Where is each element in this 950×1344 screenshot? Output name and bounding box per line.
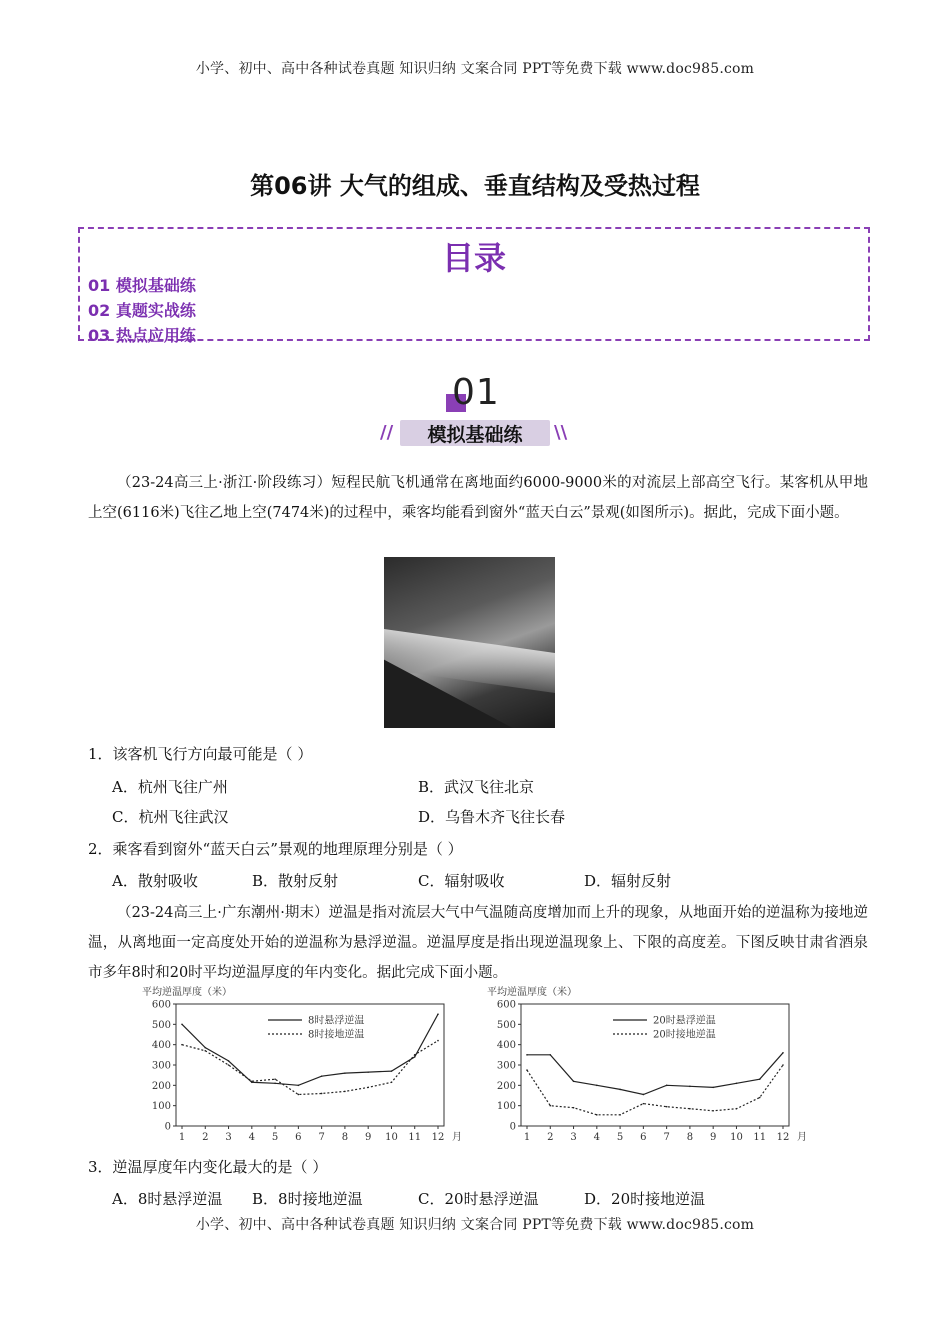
document-title: 第06讲 大气的组成、垂直结构及受热过程 [250, 172, 700, 200]
legend-label-1: 20时悬浮逆温 [653, 1015, 716, 1027]
x-tick-label: 4 [593, 1132, 601, 1143]
x-tick-label: 4 [248, 1132, 256, 1143]
toc-item-3[interactable]: 03 热点应用练 [88, 326, 196, 345]
data-point [736, 1083, 738, 1085]
data-point [298, 1094, 300, 1096]
chart-8am-inversion [140, 984, 470, 1144]
data-point [689, 1108, 691, 1110]
y-tick-label: 600 [496, 999, 516, 1011]
y-tick-label: 0 [164, 1121, 171, 1133]
data-point [712, 1110, 714, 1112]
data-point [321, 1075, 323, 1077]
x-tick-label: 5 [271, 1132, 279, 1143]
badge-slash-right: \\ [554, 422, 568, 443]
y-tick-label: 600 [151, 999, 171, 1011]
x-tick-label: 9 [709, 1132, 717, 1143]
data-point [759, 1078, 761, 1080]
data-point [643, 1094, 645, 1096]
table-of-contents [78, 227, 870, 345]
q1-option-c[interactable]: C．杭州飞往武汉 [112, 808, 229, 826]
x-tick-label: 7 [318, 1132, 325, 1143]
data-point [321, 1093, 323, 1095]
data-point [526, 1069, 528, 1071]
y-tick-label: 300 [151, 1060, 171, 1072]
data-point [204, 1047, 206, 1049]
data-point [181, 1024, 183, 1026]
x-tick-label: 5 [616, 1132, 624, 1143]
data-point [414, 1054, 416, 1056]
q3-option-c[interactable]: C．20时悬浮逆温 [418, 1190, 539, 1208]
x-tick-label: 12 [431, 1132, 445, 1143]
y-tick-label: 200 [496, 1080, 516, 1092]
data-point [367, 1087, 369, 1089]
y-axis-label: 平均逆温厚度（米） [487, 987, 577, 998]
data-point [666, 1085, 668, 1087]
page-header: 小学、初中、高中各种试卷真题 知识归纳 文案合同 PPT等免费下载 www.doc985.com [195, 61, 755, 77]
x-tick-label: 12 [776, 1132, 790, 1143]
question-3-stem: 3．逆温厚度年内变化最大的是（ ） [88, 1158, 328, 1176]
y-tick-label: 200 [151, 1080, 171, 1092]
q2-option-c[interactable]: C．辐射吸收 [418, 872, 505, 890]
data-point [619, 1114, 621, 1116]
data-point [526, 1054, 528, 1056]
q3-option-a[interactable]: A．8时悬浮逆温 [112, 1190, 223, 1208]
y-tick-label: 500 [496, 1019, 516, 1031]
x-tick-label: 2 [547, 1132, 554, 1143]
series-line-1 [527, 1053, 783, 1095]
q1-option-a[interactable]: A．杭州飞往广州 [112, 778, 228, 796]
q3-option-d[interactable]: D．20时接地逆温 [584, 1190, 706, 1208]
data-point [228, 1060, 230, 1062]
data-point [391, 1081, 393, 1083]
data-point [228, 1064, 230, 1066]
y-tick-label: 400 [151, 1040, 171, 1052]
data-point [549, 1054, 551, 1056]
x-tick-label: 1 [523, 1132, 531, 1143]
data-point [573, 1080, 575, 1082]
toc-heading: 目录 [441, 239, 506, 277]
y-tick-label: 100 [151, 1101, 171, 1113]
data-point [643, 1103, 645, 1105]
badge-slash-left: // [380, 422, 394, 443]
data-point [549, 1105, 551, 1107]
data-point [344, 1072, 346, 1074]
q2-option-b[interactable]: B．散射反射 [252, 872, 339, 890]
y-tick-label: 300 [496, 1060, 516, 1072]
data-point [782, 1064, 784, 1066]
data-point [782, 1052, 784, 1054]
q1-option-d[interactable]: D．乌鲁木齐飞往长春 [418, 808, 566, 826]
x-tick-label: 10 [385, 1132, 398, 1143]
data-point [298, 1085, 300, 1087]
y-tick-label: 100 [496, 1101, 516, 1113]
data-point [712, 1087, 714, 1089]
data-point [736, 1108, 738, 1110]
data-point [437, 1013, 439, 1015]
q3-option-b[interactable]: B．8时接地逆温 [252, 1190, 363, 1208]
y-tick-label: 500 [151, 1019, 171, 1031]
x-tick-label: 10 [730, 1132, 743, 1143]
question-2-stem: 2．乘客看到窗外“蓝天白云”景观的地理原理分别是（ ） [88, 840, 463, 858]
data-point [251, 1080, 253, 1082]
series-line-2 [182, 1041, 438, 1095]
q2-option-a[interactable]: A．散射吸收 [112, 872, 198, 890]
section-label: 模拟基础练 [427, 424, 523, 446]
x-tick-label: 3 [225, 1132, 232, 1143]
data-point [437, 1040, 439, 1042]
section-badge [380, 372, 570, 452]
q2-option-d[interactable]: D．辐射反射 [584, 872, 672, 890]
data-point [666, 1106, 668, 1108]
q1-option-b[interactable]: B．武汉飞往北京 [418, 778, 535, 796]
data-point [596, 1085, 598, 1087]
x-tick-label: 6 [295, 1132, 302, 1143]
data-point [274, 1078, 276, 1080]
page-footer: 小学、初中、高中各种试卷真题 知识归纳 文案合同 PPT等免费下载 www.doc985.com [195, 1217, 755, 1233]
data-point [573, 1107, 575, 1109]
y-tick-label: 400 [496, 1040, 516, 1052]
chart-8pm-inversion [485, 984, 815, 1144]
y-tick-label: 0 [509, 1121, 516, 1133]
question-1-stem: 1．该客机飞行方向最可能是（ ） [88, 745, 313, 763]
passage-2: （23-24高三上·广东潮州·期末）逆温是指对流层大气中气温随高度增加而上升的现象，从地面开始的逆温称为接地逆温，从离地面一定高度处开始的逆温称为悬浮逆温。逆温厚度是指出现逆温现象上、下限的高度差。下图反映甘肃省酒泉市多年8时和20时平均逆温厚度的年内变化。据此完成下面小题。 [88, 905, 868, 981]
data-point [274, 1083, 276, 1085]
x-tick-label: 6 [640, 1132, 647, 1143]
airplane-window-photo [384, 557, 555, 728]
data-point [204, 1050, 206, 1052]
legend-label-2: 20时接地逆温 [653, 1029, 716, 1041]
y-axis-label: 平均逆温厚度（米） [142, 987, 232, 998]
legend-label-2: 8时接地逆温 [308, 1029, 365, 1041]
toc-item-1[interactable]: 01 模拟基础练 [88, 276, 196, 295]
x-axis-unit: 月 [797, 1132, 807, 1143]
x-tick-label: 8 [341, 1132, 349, 1143]
data-point [391, 1070, 393, 1072]
data-point [596, 1114, 598, 1116]
passage-1: （23-24高三上·浙江·阶段练习）短程民航飞机通常在离地面约6000-9000米的对流层上部高空飞行。某客机从甲地上空(6116米)飞往乙地上空(7474米)的过程中，乘客均能看到窗外“蓝天白云”景观(如图所示)。据此，完成下面小题。 [88, 475, 868, 521]
data-point [181, 1044, 183, 1046]
data-point [759, 1097, 761, 1099]
x-tick-label: 8 [686, 1132, 694, 1143]
x-tick-label: 3 [570, 1132, 577, 1143]
legend-label-1: 8时悬浮逆温 [308, 1015, 365, 1027]
toc-item-2[interactable]: 02 真题实战练 [88, 301, 196, 320]
data-point [367, 1071, 369, 1073]
x-axis-unit: 月 [452, 1132, 462, 1143]
x-tick-label: 11 [753, 1132, 767, 1143]
data-point [344, 1091, 346, 1093]
section-number: 01 [452, 372, 500, 413]
x-tick-label: 9 [364, 1132, 372, 1143]
x-tick-label: 2 [202, 1132, 209, 1143]
x-tick-label: 7 [663, 1132, 670, 1143]
data-point [414, 1056, 416, 1058]
x-tick-label: 1 [178, 1132, 186, 1143]
data-point [619, 1089, 621, 1091]
x-tick-label: 11 [408, 1132, 422, 1143]
data-point [689, 1086, 691, 1088]
